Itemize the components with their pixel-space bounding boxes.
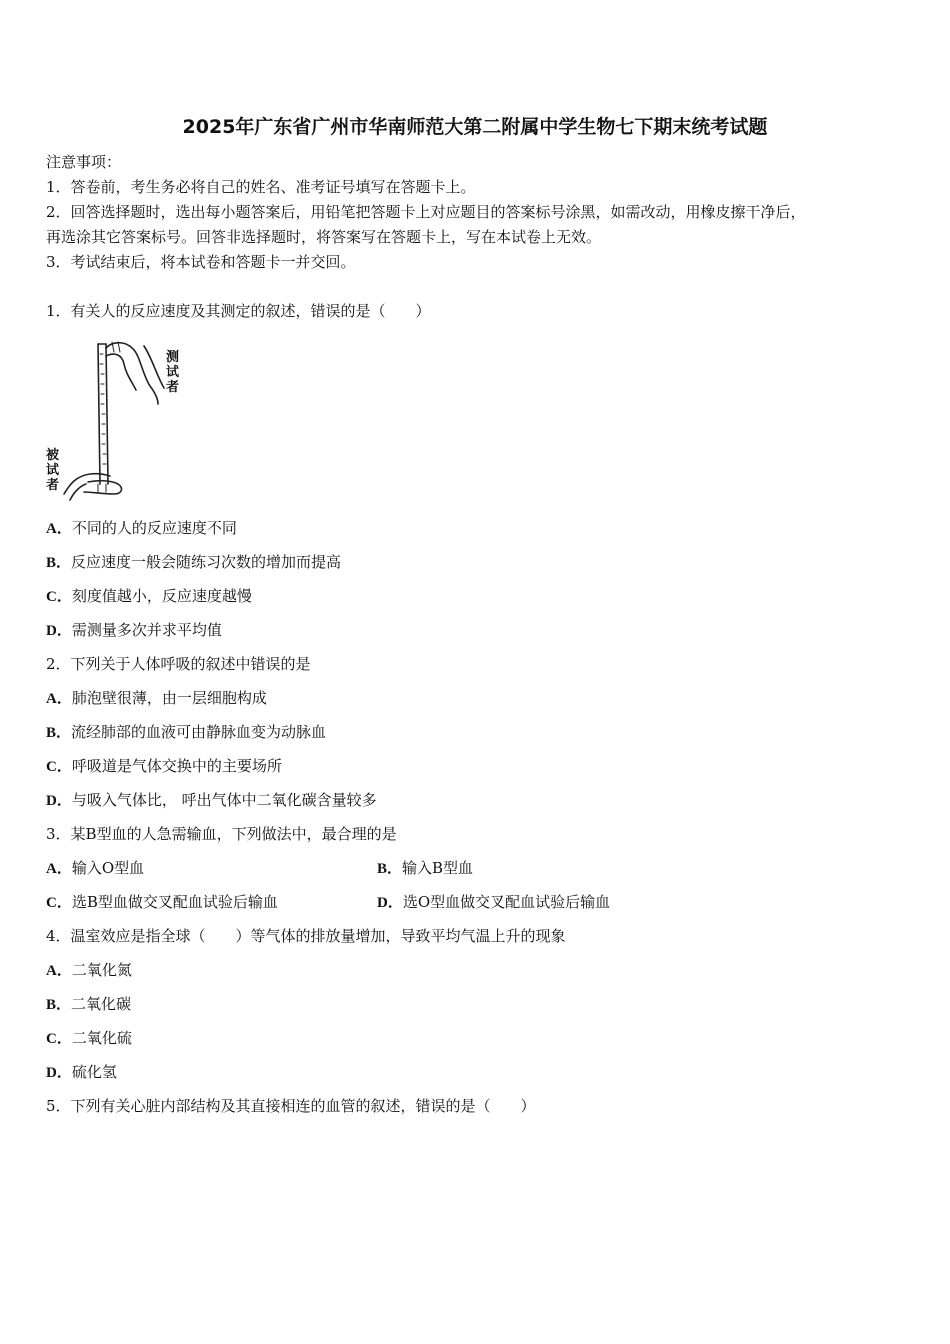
tester-label: 测试者 xyxy=(166,350,180,395)
option-text: 二氧化氮 xyxy=(71,961,132,979)
option-label: B． xyxy=(46,555,72,571)
question-5-stem: 5．下列有关心脏内部结构及其直接相连的血管的叙述，错误的是（ ） xyxy=(46,1097,536,1115)
question-4-stem: 4．温室效应是指全球（ ）等气体的排放量增加，导致平均气温上升的现象 xyxy=(46,927,566,945)
question-1-stem: 1．有关人的反应速度及其测定的叙述，错误的是（ ） xyxy=(46,302,431,320)
option-text: 硫化氢 xyxy=(71,1063,117,1081)
question-3-stem: 3．某B型血的人急需输血，下列做法中，最合理的是 xyxy=(46,825,397,843)
question-4-option-d[interactable] xyxy=(46,1062,117,1083)
option-label: A． xyxy=(46,521,72,537)
question-3-option-c[interactable] xyxy=(46,892,278,913)
option-label: A． xyxy=(46,963,72,979)
question-1-option-b[interactable] xyxy=(46,552,341,573)
notice-item: 3．考试结束后，将本试卷和答题卡一并交回。 xyxy=(46,253,356,271)
option-text: 输入O型血 xyxy=(71,859,145,877)
option-text: 选B型血做交叉配血试验后输血 xyxy=(71,893,278,911)
option-label: C． xyxy=(46,1031,72,1047)
notice-item: 再选涂其它答案标号。回答非选择题时，将答案写在答题卡上，写在本试卷上无效。 xyxy=(46,228,602,246)
option-label: C． xyxy=(46,895,72,911)
option-text: 二氧化硫 xyxy=(71,1029,132,1047)
question-2-option-c[interactable] xyxy=(46,756,282,777)
option-label: D． xyxy=(46,623,72,639)
option-label: A． xyxy=(46,861,72,877)
question-1-option-d[interactable] xyxy=(46,620,222,641)
option-text: 二氧化碳 xyxy=(71,995,132,1013)
option-text: 与吸入气体比， 呼出气体中二氧化碳含量较多 xyxy=(71,791,377,809)
option-text: 需测量多次并求平均值 xyxy=(71,621,222,639)
notice-heading: 注意事项： xyxy=(46,153,122,171)
option-text: 输入B型血 xyxy=(402,859,474,877)
option-label: D． xyxy=(46,1065,72,1081)
page-title: 2025年广东省广州市华南师范大第二附属中学生物七下期末统考试题 xyxy=(182,116,768,138)
option-text: 反应速度一般会随练习次数的增加而提高 xyxy=(71,553,342,571)
question-4-option-b[interactable] xyxy=(46,994,131,1015)
question-2-stem: 2．下列关于人体呼吸的叙述中错误的是 xyxy=(46,655,311,673)
question-3-option-b[interactable] xyxy=(377,858,473,879)
option-text: 流经肺部的血液可由静脉血变为动脉血 xyxy=(71,723,327,741)
question-2-option-a[interactable] xyxy=(46,688,267,709)
option-text: 不同的人的反应速度不同 xyxy=(71,519,237,537)
option-label: A． xyxy=(46,691,72,707)
option-label: C． xyxy=(46,589,72,605)
reaction-test-figure xyxy=(40,334,200,502)
question-4-option-c[interactable] xyxy=(46,1028,132,1049)
question-1-option-c[interactable] xyxy=(46,586,252,607)
option-label: D． xyxy=(46,793,72,809)
question-2-option-b[interactable] xyxy=(46,722,326,743)
option-text: 肺泡壁很薄，由一层细胞构成 xyxy=(71,689,267,707)
option-text: 呼吸道是气体交换中的主要场所 xyxy=(71,757,282,775)
notice-item: 2．回答选择题时，选出每小题答案后，用铅笔把答题卡上对应题目的答案标号涂黑，如需改动，用橡皮擦干净后， xyxy=(46,203,806,221)
question-4-option-a[interactable] xyxy=(46,960,132,981)
option-label: C． xyxy=(46,759,72,775)
question-1-option-a[interactable] xyxy=(46,518,237,539)
option-label: B． xyxy=(46,725,72,741)
question-3-option-d[interactable] xyxy=(377,892,610,913)
option-text: 刻度值越小，反应速度越慢 xyxy=(71,587,252,605)
option-label: B． xyxy=(46,997,72,1013)
option-label: B． xyxy=(377,861,403,877)
question-3-option-a[interactable] xyxy=(46,858,144,879)
option-label: D． xyxy=(377,895,403,911)
option-text: 选O型血做交叉配血试验后输血 xyxy=(402,893,611,911)
question-2-option-d[interactable] xyxy=(46,790,377,811)
notice-item: 1．答卷前，考生务必将自己的姓名、准考证号填写在答题卡上。 xyxy=(46,178,476,196)
subject-label: 被试者 xyxy=(46,448,60,493)
